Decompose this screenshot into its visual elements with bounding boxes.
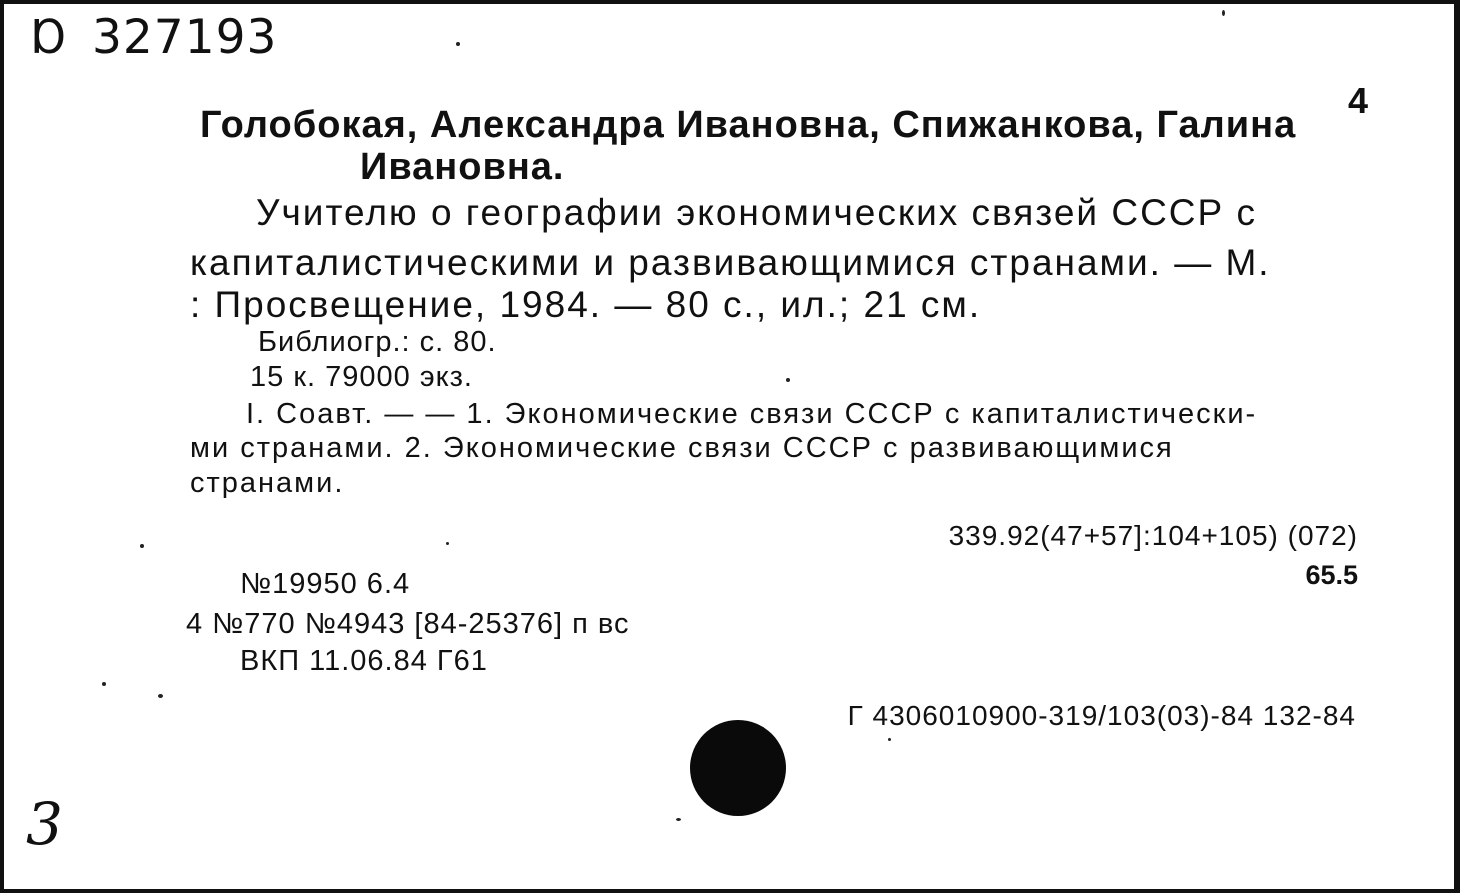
scan-speck xyxy=(676,818,681,821)
card-number: 4 xyxy=(1347,80,1368,121)
scan-speck xyxy=(456,42,460,46)
registration-numbers: 4 №770 №4943 [84-25376] п вс xyxy=(186,608,630,640)
publisher-code: Г 4306010900-319/103(03)-84 132-84 xyxy=(847,700,1356,731)
scan-speck xyxy=(102,682,106,686)
book-chamber-date: ВКП 11.06.84 Г61 xyxy=(240,645,488,677)
authors-line-2: Ивановна. xyxy=(360,146,565,188)
scan-speck xyxy=(888,738,891,741)
subjects-line-1: I. Соавт. — — 1. Экономические связи СССР с капиталистически- xyxy=(246,398,1258,430)
price-and-print-run: 15 к. 79000 экз. xyxy=(250,361,473,393)
bibliography-note: Библиогр.: с. 80. xyxy=(258,326,497,358)
scan-speck xyxy=(1222,10,1225,16)
handwritten-corner-mark: 3 xyxy=(26,790,63,858)
scan-speck xyxy=(140,544,144,548)
order-number: №19950 6.4 xyxy=(240,568,411,600)
handwritten-prefix: Ɒ xyxy=(32,10,69,64)
subjects-line-2: ми странами. 2. Экономические связи СССР с развивающимися xyxy=(190,432,1174,464)
scan-speck xyxy=(446,542,449,545)
udc-classification: 339.92(47+57]:104+105) (072) xyxy=(948,520,1358,551)
scan-speck xyxy=(786,378,790,382)
punch-hole xyxy=(690,720,786,816)
title-line-3: : Просвещение, 1984. — 80 с., ил.; 21 см. xyxy=(190,284,982,325)
authors-line-1: Голобокая, Александра Ивановна, Спижанкова, Галина xyxy=(200,104,1297,146)
bbk-index: 65.5 xyxy=(1305,560,1358,590)
title-line-1: Учителю о географии экономических связей СССР с xyxy=(256,192,1257,233)
subjects-line-3: странами. xyxy=(190,467,345,499)
inventory-number: 327193 xyxy=(92,10,278,65)
title-line-2: капиталистическими и развивающимися странами. — М. xyxy=(190,242,1271,283)
scan-speck xyxy=(158,694,163,698)
